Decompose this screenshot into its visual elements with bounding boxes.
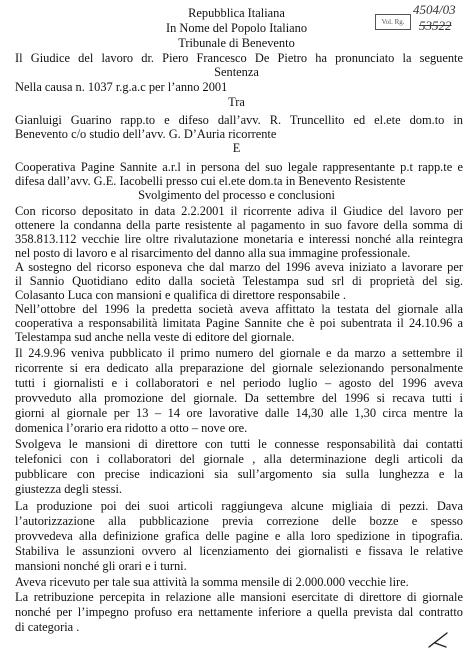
body-line: pubblicare con precise indicazioni sia sull’argomento sia sulla lunghezza e la <box>15 467 463 481</box>
body-line: Con ricorso depositato in data 2.2.2001 il ricorrente adiva il Giudice del lavoro per <box>15 204 463 218</box>
body-line: mansioni nonché gli orari e i turni. <box>15 559 187 573</box>
header-republic: Repubblica Italiana <box>188 6 285 20</box>
parte1-line-2: Benevento c/o studio dell’avv. G. D’Auria ricorrente <box>15 127 277 141</box>
intro-line: Il Giudice del lavoro dr. Piero Francesco De Pietro ha pronunciato la seguente <box>15 51 463 65</box>
body-line: 358.813.112 vecchie lire oltre rivalutazione monetaria e interessi nonché alla reintegra <box>15 232 463 246</box>
body-line: Svolgeva le mansioni di direttore con tutti le connesse responsabilità dai contatti <box>15 437 463 451</box>
body-line: tutti i giornalisti e i collaboratori e nel periodo luglio – agosto del 1996 aveva <box>15 376 463 390</box>
stamp-number-2: 53522 <box>419 18 452 33</box>
body-line: ottenere la condanna della parte resistente al pagamento in suo favore della somma di <box>15 218 463 232</box>
body-line: Telestampa sud anche nella veste di editore del giornale. <box>15 330 295 344</box>
body-line: provveduto alla promozione del giornale. Da settembre del 1996 si recava tutti i <box>15 391 463 405</box>
body-line: Colasanto Luca con mansioni e qualifica di direttore responsabile . <box>15 288 347 302</box>
body-line: Nell’ottobre del 1996 la predetta società aveva affittato la testata del giornale alla <box>15 302 463 316</box>
sentenza-heading: Sentenza <box>214 65 259 79</box>
header-people: In Nome del Popolo Italiano <box>165 21 308 35</box>
body-line: cooperativa a responsabilità limitata Pagine Sannite che è poi subentrata il 24.10.96 a <box>15 316 463 330</box>
e-heading: E <box>232 141 241 155</box>
body-line: A sostegno del ricorso esponeva che dal marzo del 1996 aveva iniziato a lavorare per <box>15 260 463 274</box>
stamp-number-1: 4504/03 <box>413 2 456 17</box>
body-line: giorni al giornale per 13 – 14 ore lavorative dalle 14,30 alle 1,30 circa mentre la <box>15 406 463 420</box>
header-court: Tribunale di Benevento <box>178 36 295 50</box>
parte2-line-2: difesa dall’avv. G.E. Iacobelli presso cui el.ete dom.ta in Benevento Resistente <box>15 174 406 188</box>
body-line: nel posto di lavoro e al risarcimento del danno alla sua immagine professionale. <box>15 246 411 260</box>
body-line: nonché per l’impegno profuso era nettamente inferiore a quella prevista dal contratto <box>15 605 463 619</box>
causa-line: Nella causa n. 1037 r.g.a.c per l’anno 2001 <box>15 80 228 94</box>
svolgimento-heading: Svolgimento del processo e conclusioni <box>138 188 335 202</box>
body-line: l’autorizzazione alla pubblicazione previa correzione delle bozze e spesso <box>15 514 463 528</box>
body-line: il Sannio Quotidiano edito dalla società Telestampa sud srl di proprietà del sig. <box>15 274 463 288</box>
body-line: giustezza degli stessi. <box>15 482 123 496</box>
body-line: Aveva ricevuto per tale sua attività la somma mensile di 2.000.000 vecchie lire. <box>15 575 409 589</box>
initial-mark <box>426 630 450 650</box>
body-line: provvedeva alla definizione grafica delle pagine e alla loro spedizione in tipografia. <box>15 529 463 543</box>
body-line: di categoria . <box>15 620 80 634</box>
body-line: Il 24.9.96 veniva pubblicato il primo numero del giornale e da marzo a settembre il <box>15 346 463 360</box>
body-line: ricorrente si era dedicato alla preparazione del giornale selezionando personalmente <box>15 361 463 375</box>
body-line: domenica l’orario era ridotto a otto – nove ore. <box>15 421 248 435</box>
body-line: La produzione poi dei suoi articoli raggiungeva alcune migliaia di pezzi. Dava <box>15 499 463 513</box>
parte2-line-1: Cooperativa Pagine Sannite a.r.l in persona del suo legale rappresentante p.t rapp.te e <box>15 160 463 174</box>
body-line: telefonici con i collaboratori del giornale , alla determinazione degli articoli da <box>15 452 463 466</box>
tra-heading: Tra <box>228 95 245 109</box>
stamp-box: Vol. Rg. <box>375 14 411 30</box>
body-line: Stabiliva le assunzioni ovvero al licenziamento dei giornalisti e fissava le relative <box>15 544 463 558</box>
body-line: La retribuzione percepita in relazione alle mansioni esercitate di direttore di giornale <box>15 590 463 604</box>
parte1-line-1: Gianluigi Guarino rapp.to e difeso dall’avv. R. Truncellito ed el.ete dom.to in <box>15 113 463 127</box>
